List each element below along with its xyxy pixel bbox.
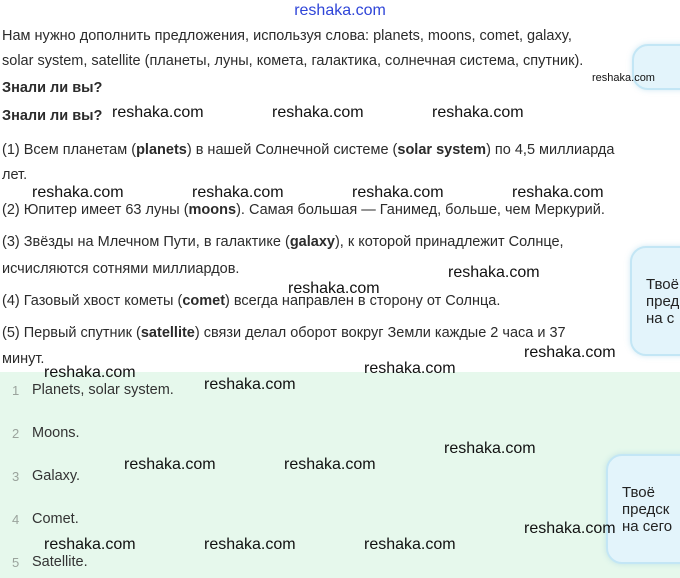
watermark: reshaka.com bbox=[432, 104, 524, 121]
keyword-comet: comet bbox=[182, 293, 226, 309]
keyword-solar-system: solar system bbox=[397, 142, 487, 158]
intro-line-1: Нам нужно дополнить предложения, используя слова: planets, moons, comet, galaxy, bbox=[2, 28, 572, 44]
sentence-2-part: (2) Юпитер имеет 63 луны ( bbox=[2, 202, 189, 218]
keyword-planets: planets bbox=[136, 142, 187, 158]
promo-bubble-middle[interactable] bbox=[630, 246, 680, 356]
sentence-3-part: ), к которой принадлежит Солнце, bbox=[334, 234, 564, 250]
watermark: reshaka.com bbox=[288, 280, 380, 297]
watermark: reshaka.com bbox=[524, 520, 616, 537]
answer-item: Galaxy. bbox=[32, 468, 81, 484]
promo-bubble-bottom[interactable] bbox=[606, 454, 680, 564]
sentence-1-part: (1) Всем планетам ( bbox=[2, 142, 137, 158]
sentence-4-part: (4) Газовый хвост кометы ( bbox=[2, 293, 183, 309]
sentence-4 bbox=[2, 293, 500, 309]
answer-number: 4 bbox=[12, 512, 20, 527]
watermark: reshaka.com bbox=[448, 264, 540, 281]
sentence-3 bbox=[2, 234, 564, 250]
site-header[interactable]: reshaka.com bbox=[294, 2, 386, 19]
watermark: reshaka.com bbox=[204, 376, 296, 393]
sentence-1-part: ) по 4,5 миллиарда bbox=[486, 142, 615, 158]
sentence-1-part: ) в нашей Солнечной системе ( bbox=[186, 142, 398, 158]
answer-item: Satellite. bbox=[32, 554, 88, 570]
promo-text: Твоё bbox=[622, 484, 655, 501]
answer-number: 3 bbox=[12, 469, 20, 484]
sentence-5-part: (5) Первый спутник ( bbox=[2, 325, 141, 341]
sentence-2 bbox=[2, 202, 605, 218]
promo-text: Твоё bbox=[646, 276, 679, 293]
sentence-1 bbox=[2, 142, 614, 158]
intro-line-2: solar system, satellite (планеты, луны, комета, галактика, солнечная система, спутник). bbox=[2, 53, 584, 69]
answer-number: 2 bbox=[12, 426, 20, 441]
watermark: reshaka.com bbox=[44, 364, 136, 381]
sentence-1-cont: лет. bbox=[2, 167, 28, 183]
watermark: reshaka.com bbox=[364, 360, 456, 377]
watermark: reshaka.com bbox=[284, 456, 376, 473]
sentence-2-part: ). Самая большая — Ганимед, больше, чем Меркурий. bbox=[236, 202, 605, 218]
promo-text: на с bbox=[646, 310, 675, 327]
watermark: reshaka.com bbox=[444, 440, 536, 457]
keyword-satellite: satellite bbox=[140, 325, 195, 341]
sentence-5-cont: минут. bbox=[2, 351, 45, 367]
watermark: reshaka.com bbox=[32, 184, 124, 201]
watermark: reshaka.com bbox=[124, 456, 216, 473]
watermark: reshaka.com bbox=[272, 104, 364, 121]
watermark: reshaka.com bbox=[204, 536, 296, 553]
promo-text: предск bbox=[622, 501, 670, 518]
watermark: reshaka.com bbox=[112, 104, 204, 121]
sentence-3-part: (3) Звёзды на Млечном Пути, в галактике ( bbox=[2, 234, 290, 250]
answer-item: Comet. bbox=[32, 511, 79, 527]
watermark: reshaka.com bbox=[592, 72, 655, 84]
sentence-5 bbox=[2, 325, 566, 341]
sentence-4-part: ) всегда направлен в сторону от Солнца. bbox=[225, 293, 501, 309]
watermark: reshaka.com bbox=[352, 184, 444, 201]
keyword-moons: moons bbox=[188, 202, 237, 218]
promo-text: на сего bbox=[622, 518, 673, 535]
watermark: reshaka.com bbox=[364, 536, 456, 553]
heading-did-you-know-2: Знали ли вы? bbox=[2, 108, 103, 124]
answer-number: 5 bbox=[12, 555, 20, 570]
sentence-5-part: ) связи делал оборот вокруг Земли каждые 2 часа и 37 bbox=[194, 325, 566, 341]
watermark: reshaka.com bbox=[524, 344, 616, 361]
watermark: reshaka.com bbox=[44, 536, 136, 553]
keyword-galaxy: galaxy bbox=[289, 234, 335, 250]
answer-item: Moons. bbox=[32, 425, 80, 441]
watermark: reshaka.com bbox=[192, 184, 284, 201]
watermark: reshaka.com bbox=[512, 184, 604, 201]
promo-text: пред bbox=[646, 293, 680, 310]
answer-item: Planets, solar system. bbox=[32, 382, 174, 398]
answer-number: 1 bbox=[12, 383, 20, 398]
heading-did-you-know-1: Знали ли вы? bbox=[2, 80, 103, 96]
sentence-3-cont: исчисляются сотнями миллиардов. bbox=[2, 261, 240, 277]
